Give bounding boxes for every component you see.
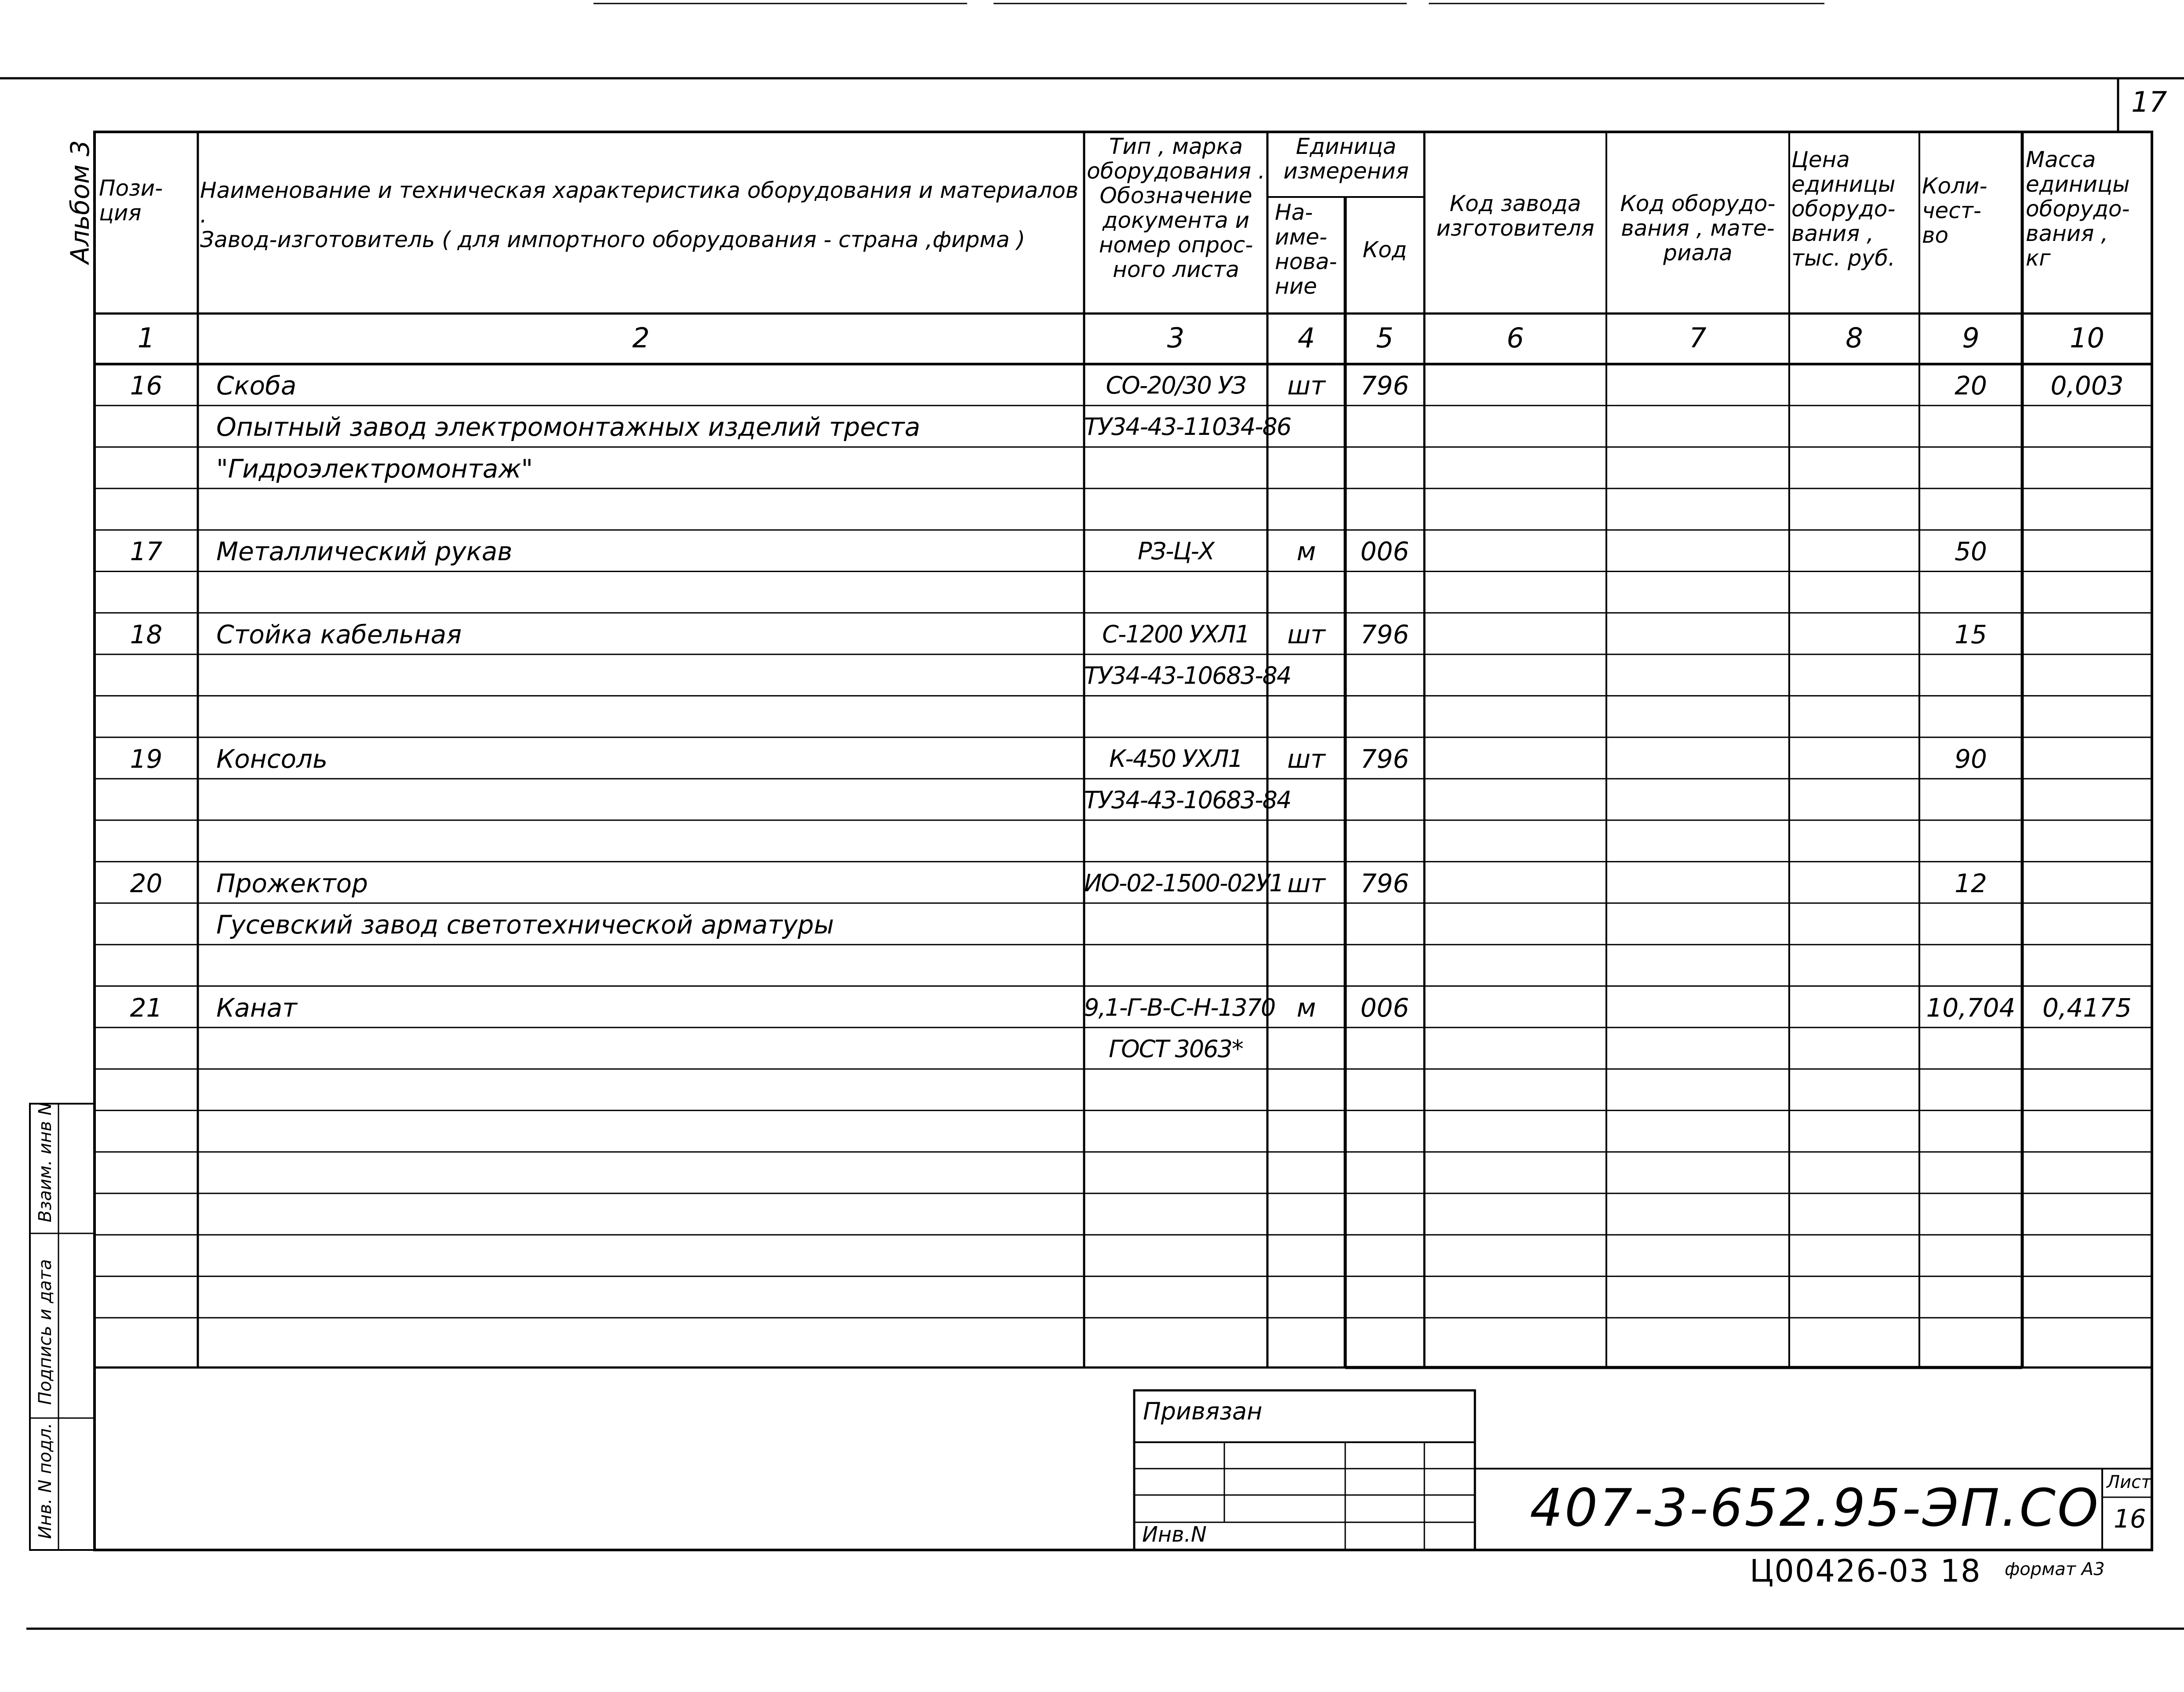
cell-pos: 18 bbox=[130, 619, 163, 649]
cell-name bbox=[216, 1194, 1082, 1236]
cell-pos bbox=[95, 655, 198, 696]
bound-label: Привязан bbox=[1143, 1397, 1263, 1425]
cell-pos bbox=[95, 1194, 198, 1236]
cell-mass bbox=[2022, 696, 2152, 738]
cell-mass bbox=[2022, 904, 2152, 945]
cell-mass bbox=[2022, 614, 2152, 655]
cell-type bbox=[1084, 489, 1267, 531]
cell-qty bbox=[1919, 1319, 2022, 1360]
cell-mass bbox=[2022, 1236, 2152, 1277]
cell-mass: 0,4175 bbox=[2042, 992, 2132, 1023]
cell-name bbox=[216, 655, 1082, 696]
cell-type bbox=[1084, 1277, 1267, 1319]
side-stamp-interchange: Взаим. инв N bbox=[35, 1102, 55, 1222]
cell-mass bbox=[2022, 945, 2152, 987]
sheet-number: 16 bbox=[2114, 1504, 2146, 1534]
cell-type: К-450 УХЛ1 bbox=[1109, 744, 1242, 773]
cell-qty: 20 bbox=[1955, 371, 1987, 401]
cell-pos bbox=[95, 945, 198, 987]
column-number: 7 bbox=[1689, 322, 1707, 354]
cell-qty bbox=[1919, 696, 2022, 738]
cell-qty bbox=[1919, 780, 2022, 821]
cell-name: Металлический рукав bbox=[216, 536, 513, 567]
cell-code: 796 bbox=[1360, 744, 1409, 774]
cell-mass bbox=[2022, 1153, 2152, 1194]
column-number: 10 bbox=[2070, 322, 2104, 354]
cell-type bbox=[1084, 573, 1267, 614]
cell-unit: шт bbox=[1287, 868, 1325, 898]
cell-type bbox=[1084, 1319, 1267, 1360]
cell-code bbox=[1345, 448, 1424, 489]
cell-unit bbox=[1267, 1194, 1345, 1236]
cell-unit: шт bbox=[1287, 744, 1325, 774]
cell-name: Консоль bbox=[216, 744, 328, 774]
cell-mass bbox=[2022, 1070, 2152, 1111]
cell-mass bbox=[2022, 821, 2152, 862]
cell-type: 9,1-Г-В-С-Н-1370 bbox=[1084, 993, 1275, 1021]
cell-pos bbox=[95, 1111, 198, 1152]
cell-pos bbox=[95, 696, 198, 738]
cell-pos bbox=[95, 1153, 198, 1194]
cell-name bbox=[216, 573, 1082, 614]
cell-mass bbox=[2022, 1277, 2152, 1319]
header-type: Тип , марка оборудования . Обозначение документа и номер опрос- ного листа bbox=[1087, 134, 1265, 282]
cell-unit bbox=[1267, 945, 1345, 987]
cell-mass bbox=[2022, 738, 2152, 780]
cell-pos: 20 bbox=[130, 868, 163, 898]
cell-type bbox=[1084, 1070, 1267, 1111]
cell-type: ИО-02-1500-02У1 bbox=[1084, 869, 1284, 897]
cell-qty bbox=[1919, 1111, 2022, 1152]
header-quantity: Коли- чест- во bbox=[1922, 173, 1987, 248]
cell-name bbox=[216, 821, 1082, 862]
column-number: 9 bbox=[1962, 322, 1980, 354]
header-mass: Масса единицы оборудо- вания , кг bbox=[2026, 147, 2130, 271]
column-number: 3 bbox=[1167, 322, 1185, 354]
cell-type bbox=[1084, 1194, 1267, 1236]
cell-code bbox=[1345, 655, 1424, 696]
cell-qty bbox=[1919, 1236, 2022, 1277]
cell-unit bbox=[1267, 1236, 1345, 1277]
cell-qty bbox=[1919, 573, 2022, 614]
header-unit-group: Единица измерения bbox=[1283, 134, 1409, 184]
cell-type bbox=[1084, 821, 1267, 862]
cell-pos bbox=[95, 821, 198, 862]
cell-name bbox=[216, 1153, 1082, 1194]
cell-pos bbox=[95, 489, 198, 531]
cell-type bbox=[1084, 945, 1267, 987]
cell-name bbox=[216, 780, 1082, 821]
cell-code bbox=[1345, 1319, 1424, 1360]
cell-pos: 21 bbox=[130, 992, 163, 1023]
cell-mass bbox=[2022, 573, 2152, 614]
cell-unit bbox=[1267, 696, 1345, 738]
cell-code bbox=[1345, 1236, 1424, 1277]
cell-unit bbox=[1267, 821, 1345, 862]
cell-name: "Гидроэлектромонтаж" bbox=[216, 453, 533, 484]
cell-qty bbox=[1919, 406, 2022, 448]
cell-code bbox=[1345, 573, 1424, 614]
cell-qty: 90 bbox=[1955, 744, 1987, 774]
cell-mass bbox=[2022, 531, 2152, 572]
cell-unit bbox=[1267, 406, 1345, 448]
cell-qty bbox=[1919, 1194, 2022, 1236]
cell-code bbox=[1345, 696, 1424, 738]
handwritten-code: Ц00426-03 18 bbox=[1750, 1553, 1981, 1589]
cell-name: Гусевский завод светотехнической арматуры bbox=[216, 909, 834, 940]
header-unit-code: Код bbox=[1362, 237, 1407, 263]
cell-name: Стойка кабельная bbox=[216, 619, 462, 649]
cell-name bbox=[216, 1070, 1082, 1111]
cell-unit bbox=[1267, 1153, 1345, 1194]
cell-name: Опытный завод электромонтажных изделий треста bbox=[216, 412, 921, 442]
cell-code: 796 bbox=[1360, 619, 1409, 649]
side-stamp-inventory: Инв. N подл. bbox=[35, 1422, 55, 1539]
cell-qty bbox=[1919, 1277, 2022, 1319]
inventory-label: Инв.N bbox=[1142, 1522, 1207, 1547]
cell-mass bbox=[2022, 863, 2152, 904]
column-number: 6 bbox=[1507, 322, 1524, 354]
cell-type bbox=[1084, 1111, 1267, 1152]
header-position: Пози- ция bbox=[99, 175, 163, 226]
cell-mass bbox=[2022, 1111, 2152, 1152]
cell-qty bbox=[1919, 945, 2022, 987]
cell-unit bbox=[1267, 904, 1345, 945]
cell-mass bbox=[2022, 406, 2152, 448]
cell-code bbox=[1345, 1070, 1424, 1111]
sheet-corner-number: 17 bbox=[2131, 86, 2167, 119]
cell-pos bbox=[95, 406, 198, 448]
cell-qty bbox=[1919, 821, 2022, 862]
album-label: Альбом 3 bbox=[65, 140, 95, 264]
cell-type bbox=[1084, 1153, 1267, 1194]
column-number: 2 bbox=[632, 322, 650, 354]
cell-type bbox=[1084, 448, 1267, 489]
cell-pos bbox=[95, 1236, 198, 1277]
cell-mass bbox=[2022, 780, 2152, 821]
cell-name bbox=[216, 1277, 1082, 1319]
cell-code bbox=[1345, 1028, 1424, 1070]
cell-code bbox=[1345, 1111, 1424, 1152]
cell-pos bbox=[95, 780, 198, 821]
header-equipment-code: Код оборудо- вания , мате- риала bbox=[1620, 191, 1776, 266]
side-stamp-signature: Подпись и дата bbox=[35, 1259, 55, 1405]
cell-code: 006 bbox=[1360, 536, 1409, 567]
cell-unit bbox=[1267, 780, 1345, 821]
cell-code bbox=[1345, 1277, 1424, 1319]
cell-code: 796 bbox=[1360, 868, 1409, 898]
cell-name bbox=[216, 1111, 1082, 1152]
cell-pos: 19 bbox=[130, 744, 163, 774]
cell-name bbox=[216, 696, 1082, 738]
cell-name bbox=[216, 1028, 1082, 1070]
cell-qty: 15 bbox=[1955, 619, 1987, 649]
cell-code bbox=[1345, 945, 1424, 987]
header-unit-name: На- име- нова- ние bbox=[1275, 200, 1337, 299]
cell-unit bbox=[1267, 1111, 1345, 1152]
cell-qty bbox=[1919, 655, 2022, 696]
cell-qty: 12 bbox=[1955, 868, 1987, 898]
cell-name bbox=[216, 1236, 1082, 1277]
cell-type: ТУ34-43-10683-84 bbox=[1084, 662, 1291, 690]
cell-type bbox=[1084, 696, 1267, 738]
cell-mass bbox=[2022, 1319, 2152, 1360]
cell-qty bbox=[1919, 1153, 2022, 1194]
cell-name bbox=[216, 1319, 1082, 1360]
cell-unit bbox=[1267, 489, 1345, 531]
cell-unit bbox=[1267, 1319, 1345, 1360]
cell-qty: 10,704 bbox=[1926, 992, 2016, 1023]
cell-unit bbox=[1267, 573, 1345, 614]
cell-type: СО-20/30 УЗ bbox=[1106, 372, 1246, 399]
cell-mass bbox=[2022, 655, 2152, 696]
cell-code bbox=[1345, 406, 1424, 448]
cell-qty bbox=[1919, 448, 2022, 489]
cell-code: 796 bbox=[1360, 371, 1409, 401]
cell-type bbox=[1084, 1236, 1267, 1277]
cell-qty bbox=[1919, 489, 2022, 531]
cell-pos: 17 bbox=[130, 536, 163, 567]
column-number: 4 bbox=[1297, 322, 1315, 354]
cell-type: ТУ34-43-10683-84 bbox=[1084, 786, 1291, 814]
column-number: 5 bbox=[1376, 322, 1394, 354]
cell-name bbox=[216, 945, 1082, 987]
cell-qty bbox=[1919, 1070, 2022, 1111]
format-label: формат А3 bbox=[2005, 1559, 2105, 1579]
header-price: Цена единицы оборудо- вания , тыс. руб. bbox=[1791, 147, 1896, 271]
cell-unit: м bbox=[1296, 992, 1316, 1023]
cell-pos bbox=[95, 573, 198, 614]
cell-mass bbox=[2022, 489, 2152, 531]
cell-pos bbox=[95, 904, 198, 945]
cell-pos: 16 bbox=[130, 371, 163, 401]
cell-code bbox=[1345, 821, 1424, 862]
cell-type bbox=[1084, 904, 1267, 945]
cell-qty: 50 bbox=[1955, 536, 1987, 567]
cell-mass bbox=[2022, 1028, 2152, 1070]
cell-code bbox=[1345, 1194, 1424, 1236]
cell-type: ТУ34-43-11034-86 bbox=[1084, 413, 1291, 441]
cell-type: С-1200 УХЛ1 bbox=[1102, 620, 1249, 648]
cell-mass bbox=[2022, 448, 2152, 489]
cell-pos bbox=[95, 1070, 198, 1111]
cell-code bbox=[1345, 1153, 1424, 1194]
cell-unit bbox=[1267, 448, 1345, 489]
cell-name bbox=[216, 489, 1082, 531]
cell-name: Скоба bbox=[216, 371, 297, 401]
cell-unit bbox=[1267, 1277, 1345, 1319]
cell-name: Канат bbox=[216, 992, 297, 1023]
cell-code: 006 bbox=[1360, 992, 1409, 1023]
document-code: 407-3-652.95-ЭП.СО bbox=[1530, 1477, 2100, 1538]
cell-type: РЗ-Ц-Х bbox=[1137, 537, 1214, 565]
cell-qty bbox=[1919, 1028, 2022, 1070]
cell-code bbox=[1345, 489, 1424, 531]
cell-unit: шт bbox=[1287, 619, 1325, 649]
sheet-label: Лист bbox=[2107, 1472, 2151, 1492]
column-number: 1 bbox=[137, 322, 155, 354]
cell-type: ГОСТ 3063* bbox=[1109, 1035, 1243, 1063]
header-plant-code: Код завода изготовителя bbox=[1436, 191, 1594, 241]
cell-qty bbox=[1919, 904, 2022, 945]
column-number: 8 bbox=[1845, 322, 1863, 354]
cell-unit: м bbox=[1296, 536, 1316, 567]
cell-pos bbox=[95, 448, 198, 489]
cell-mass bbox=[2022, 1194, 2152, 1236]
cell-unit bbox=[1267, 1070, 1345, 1111]
cell-pos bbox=[95, 1028, 198, 1070]
cell-pos bbox=[95, 1319, 198, 1360]
cell-name: Прожектор bbox=[216, 868, 368, 898]
cell-unit: шт bbox=[1287, 371, 1325, 401]
cell-mass: 0,003 bbox=[2050, 371, 2124, 401]
cell-unit bbox=[1267, 655, 1345, 696]
cell-unit bbox=[1267, 1028, 1345, 1070]
cell-code bbox=[1345, 780, 1424, 821]
header-name: Наименование и техническая характеристика оборудования и материалов . Завод-изготовитель ( для импортного оборудования - страна ,фирма ) bbox=[200, 178, 1079, 252]
cell-pos bbox=[95, 1277, 198, 1319]
cell-code bbox=[1345, 904, 1424, 945]
